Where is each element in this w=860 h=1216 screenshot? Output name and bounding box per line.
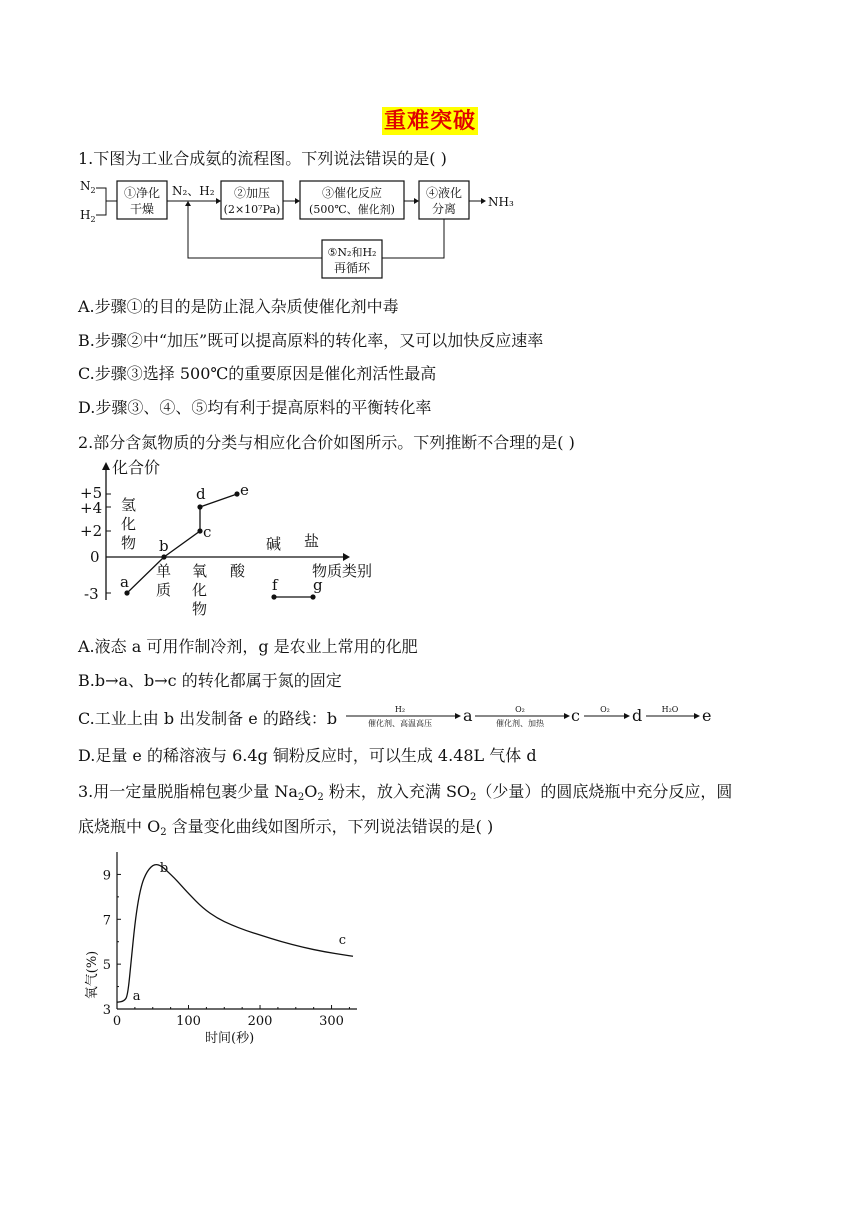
- q3-series-line-0: [117, 865, 353, 1003]
- svg-text:O₂: O₂: [515, 705, 525, 714]
- svg-text:c: c: [571, 706, 580, 725]
- q2-stem: 2.部分含氮物质的分类与相应化合价如图所示。下列推断不合理的是( ): [78, 433, 575, 452]
- q2-cat-hydride: 氢: [121, 496, 137, 514]
- svg-text:f: f: [272, 576, 278, 594]
- svg-text:物: 物: [121, 534, 137, 552]
- q3-y-axis-title: 氧气(%): [85, 950, 100, 1000]
- q3-x-axis-title: 时间(秒): [205, 1031, 255, 1046]
- svg-text:a: a: [463, 706, 473, 725]
- q3-point-label-c: c: [338, 932, 346, 948]
- flow-mid-label: N₂、H₂: [172, 184, 215, 198]
- svg-text:b: b: [159, 537, 169, 555]
- q2-ytick: +2: [80, 522, 103, 540]
- q2-option-a: A.液态 a 可用作制冷剂，g 是农业上常用的化肥: [78, 637, 418, 656]
- q2-ytick: -3: [84, 585, 99, 603]
- page-title: 重难突破: [383, 108, 476, 134]
- flow-output-nh3: NH₃: [488, 195, 514, 209]
- flow-input-n2: $N_2$: [80, 179, 96, 195]
- q1-option-c: C.步骤③选择 500℃的重要原因是催化剂活性最高: [78, 364, 437, 383]
- q2-y-axis-title: 化合价: [112, 458, 161, 477]
- svg-text:(500℃、催化剂): (500℃、催化剂): [309, 203, 395, 216]
- q1-option-d: D.步骤③、④、⑤均有利于提高原料的平衡转化率: [78, 398, 432, 417]
- q2-cat-element: 单: [156, 562, 172, 580]
- svg-text:e: e: [702, 706, 712, 725]
- svg-text:物: 物: [192, 600, 208, 618]
- svg-text:质: 质: [156, 581, 172, 599]
- q2-cat-base: 碱: [266, 535, 282, 553]
- q2-option-c: C.工业上由 b 出发制备 e 的路线：b: [78, 709, 338, 728]
- q2-cat-oxide: 氧: [192, 562, 208, 580]
- q3-point-label-b: b: [159, 861, 169, 877]
- svg-text:a: a: [120, 573, 129, 591]
- svg-text:H₂: H₂: [394, 705, 406, 714]
- svg-text:(2×10⁷Pa): (2×10⁷Pa): [223, 203, 281, 216]
- q3-stem-line2: 底烧瓶中 $O_2$ 含量变化曲线如图所示，下列说法错误的是( ): [78, 817, 494, 838]
- q3-y-tick-label: 5: [102, 958, 111, 974]
- q2-ytick: 0: [90, 548, 100, 566]
- flow-input-h2: $H_2$: [80, 208, 96, 224]
- svg-text:d: d: [632, 706, 643, 725]
- q3-stem-line1: 3.用一定量脱脂棉包裹少量 $Na_2O_2$ 粉末，放入充满 $SO_2$（少量）的圆底烧瓶中充分反应，圆: [78, 782, 733, 803]
- svg-text:O₂: O₂: [600, 705, 610, 714]
- svg-text:②加压: ②加压: [233, 186, 271, 200]
- svg-text:化: 化: [192, 581, 208, 599]
- svg-text:H₂O: H₂O: [661, 705, 679, 714]
- svg-text:再循环: 再循环: [333, 261, 371, 275]
- svg-text:e: e: [240, 481, 249, 499]
- q3-y-tick-label: 3: [102, 1003, 111, 1018]
- q2-ytick: +5: [80, 484, 103, 502]
- svg-text:分离: 分离: [431, 202, 457, 216]
- svg-text:①净化: ①净化: [123, 186, 161, 200]
- q1-option-b: B.步骤②中“加压”既可以提高原料的转化率，又可以加快反应速率: [78, 331, 544, 350]
- q3-x-tick-label: 300: [319, 1014, 344, 1029]
- svg-text:干燥: 干燥: [129, 202, 155, 216]
- q2-ytick: +4: [80, 499, 103, 517]
- q3-x-tick-label: 100: [176, 1014, 201, 1029]
- svg-text:g: g: [313, 576, 323, 594]
- q2-cat-salt: 盐: [304, 532, 320, 550]
- q2-x-axis-title: 物质类别: [312, 562, 373, 580]
- svg-text:催化剂、高温高压: 催化剂、高温高压: [368, 719, 432, 728]
- q2-option-d: D.足量 e 的稀溶液与 6.4g 铜粉反应时，可以生成 4.48L 气体 d: [78, 746, 537, 765]
- svg-text:⑤N₂和H₂: ⑤N₂和H₂: [327, 246, 377, 259]
- svg-text:④液化: ④液化: [425, 186, 463, 200]
- q1-stem: 1.下图为工业合成氨的流程图。下列说法错误的是( ): [78, 149, 447, 168]
- q1-option-a: A.步骤①的目的是防止混入杂质使催化剂中毒: [78, 297, 399, 316]
- q3-x-tick-label: 200: [247, 1014, 273, 1029]
- q3-x-tick-label: 0: [112, 1014, 122, 1029]
- svg-text:d: d: [196, 485, 206, 503]
- svg-text:c: c: [203, 523, 212, 541]
- svg-text:化: 化: [121, 515, 137, 533]
- svg-text:催化剂、加热: 催化剂、加热: [496, 719, 544, 728]
- svg-text:③催化反应: ③催化反应: [321, 186, 383, 200]
- q2-option-b: B.b→a、b→c 的转化都属于氮的固定: [78, 671, 342, 690]
- q3-y-tick-label: 7: [102, 913, 111, 929]
- q3-point-label-a: a: [132, 989, 141, 1005]
- q3-y-tick-label: 9: [102, 868, 111, 884]
- q2-cat-acid: 酸: [230, 562, 246, 580]
